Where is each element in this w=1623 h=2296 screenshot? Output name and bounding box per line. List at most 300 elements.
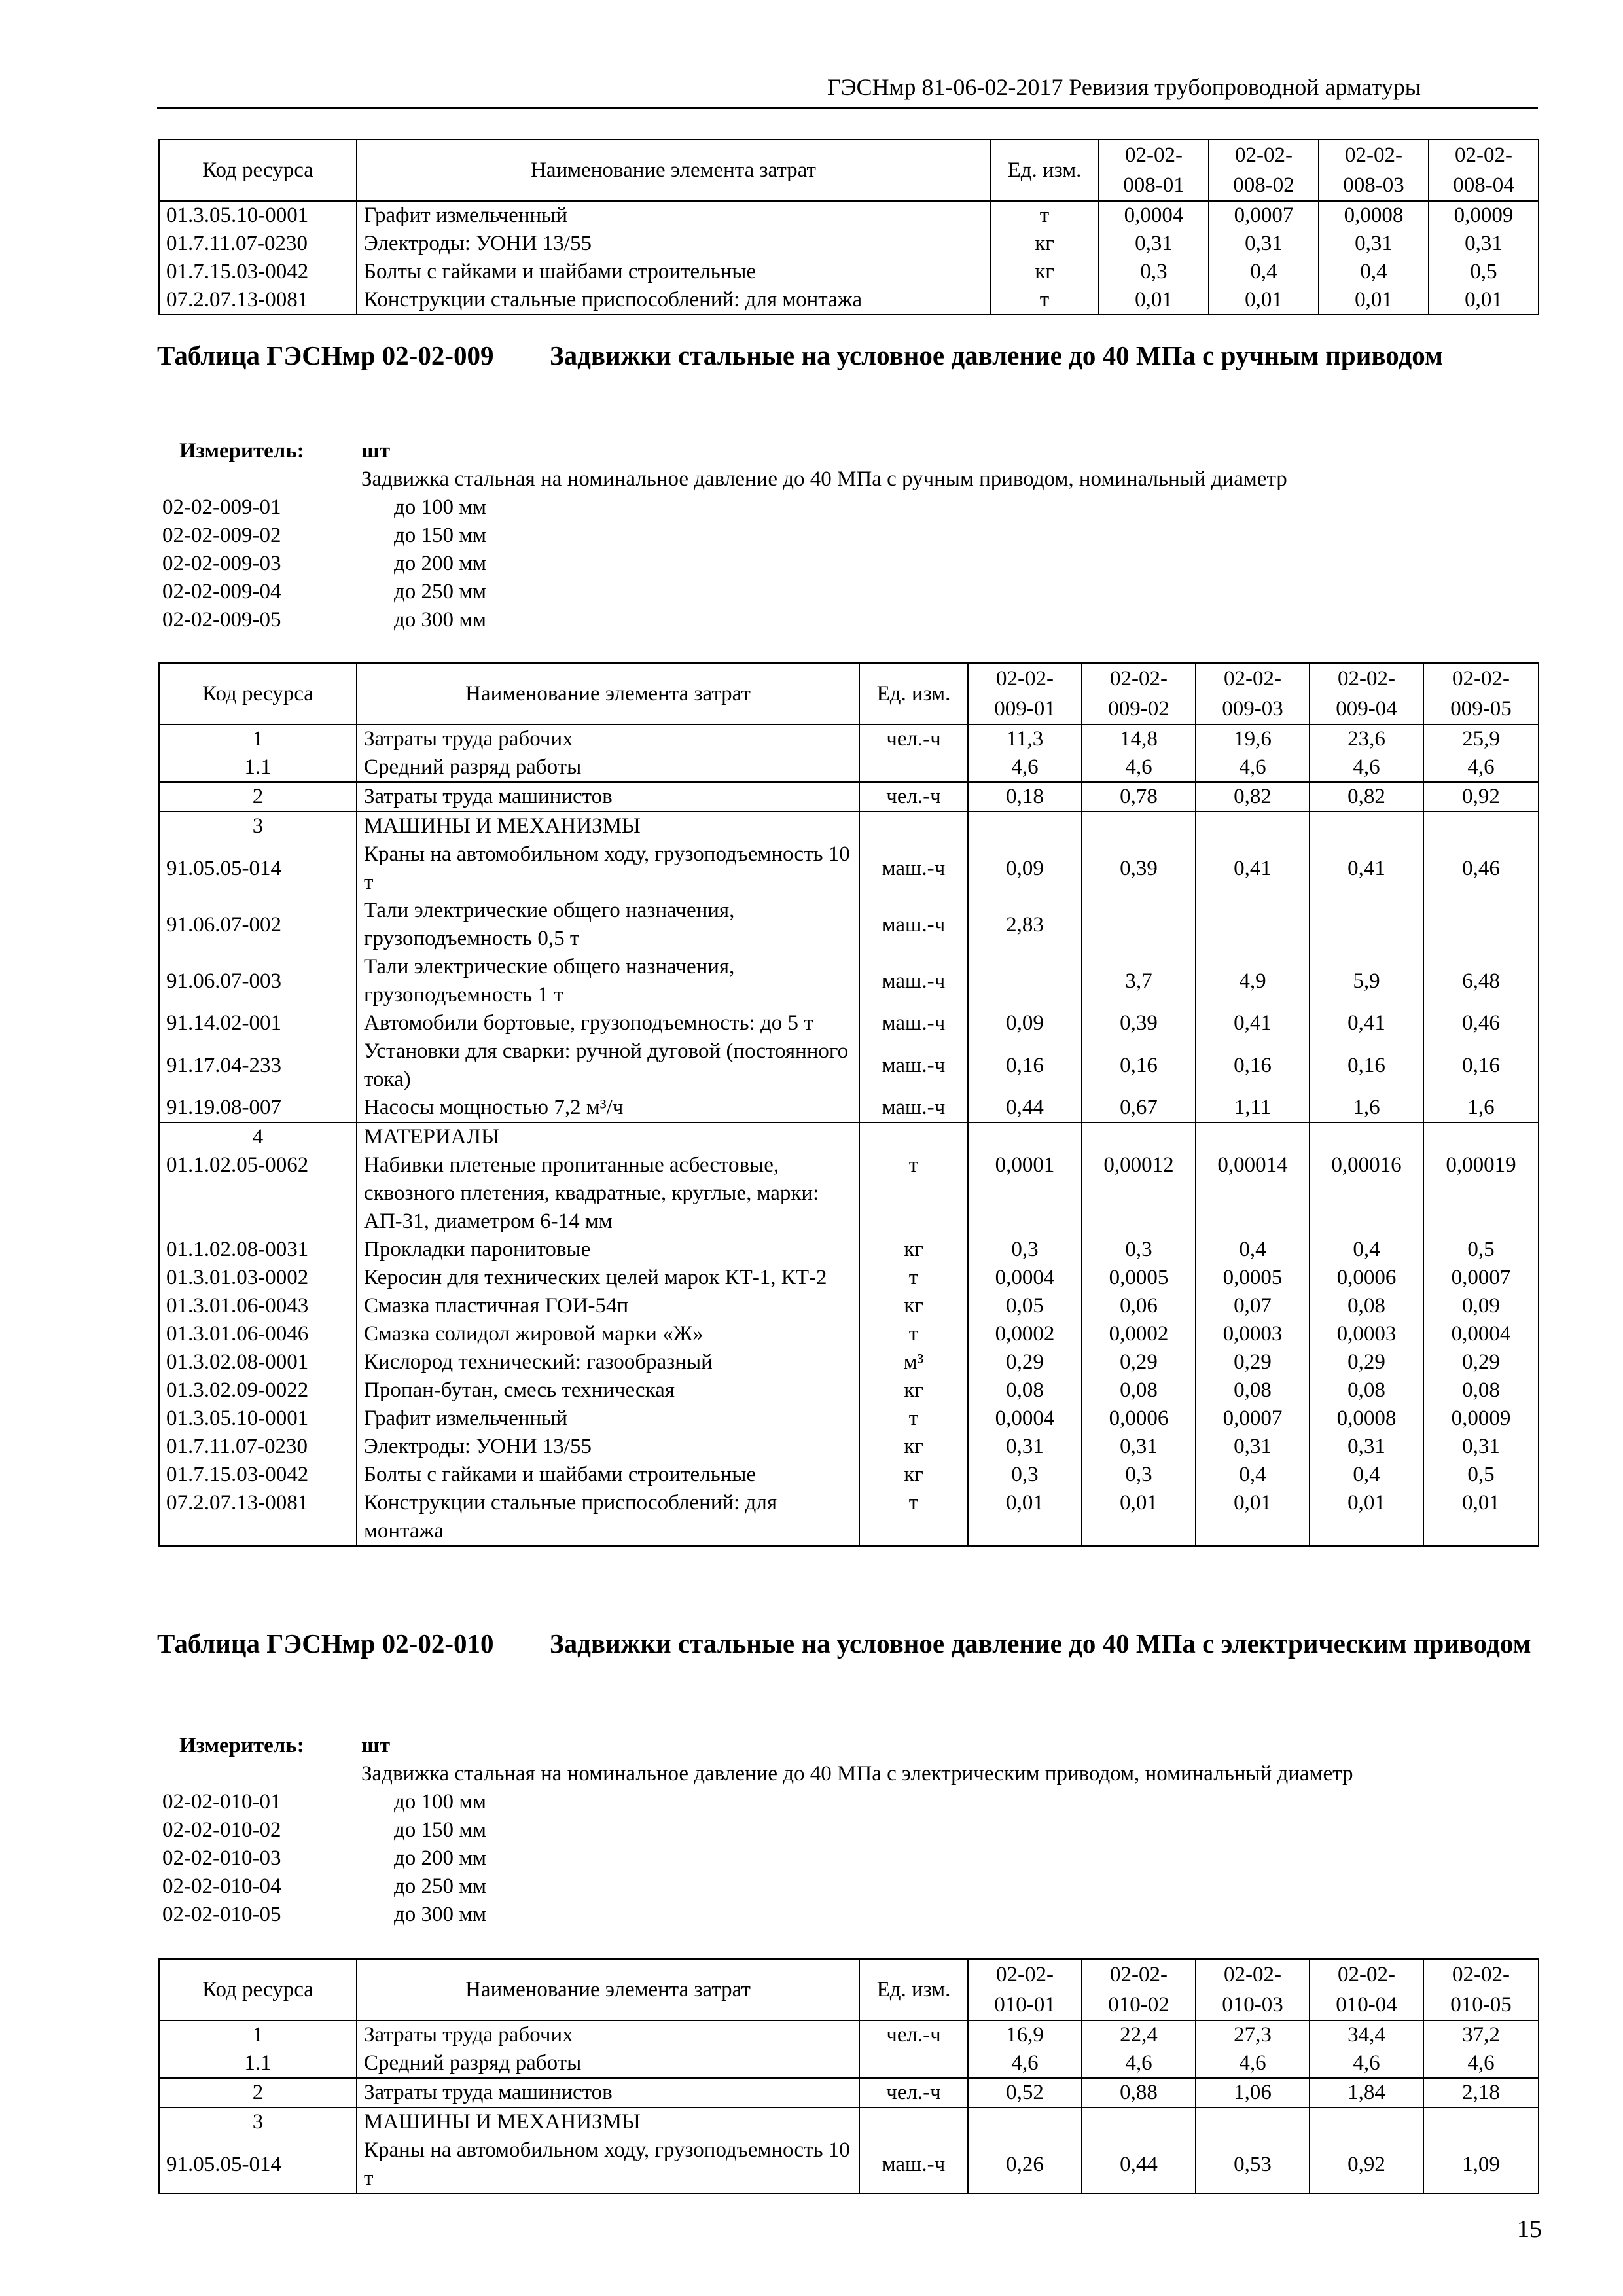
norm-value bbox=[1082, 2108, 1196, 2136]
column-header: 02-02- 008-04 bbox=[1429, 139, 1539, 201]
table-row bbox=[159, 230, 1539, 258]
resource-code: 91.17.04-233 bbox=[159, 1037, 357, 1094]
resource-code: 91.05.05-014 bbox=[159, 840, 357, 897]
cost-element-name: Тали электрические общего назначения, грузоподъемность 1 т bbox=[357, 953, 859, 1009]
norm-value: 0,3 bbox=[968, 1236, 1082, 1264]
resource-code: 1.1 bbox=[159, 2049, 357, 2078]
norm-value bbox=[1310, 2108, 1423, 2136]
norm-value: 0,46 bbox=[1423, 840, 1539, 897]
cost-element-name: МАШИНЫ И МЕХАНИЗМЫ bbox=[357, 2108, 859, 2136]
norm-value: 0,09 bbox=[1423, 1292, 1539, 1320]
table-row bbox=[159, 2136, 1539, 2193]
table-row bbox=[159, 1264, 1539, 1292]
cost-element-name: Насосы мощностью 7,2 м³/ч bbox=[357, 1094, 859, 1122]
nominal-diameter: до 200 мм bbox=[394, 1846, 487, 1870]
norm-value bbox=[968, 1122, 1082, 1151]
norm-value: 1,84 bbox=[1310, 2078, 1423, 2108]
resource-code: 01.3.02.09-0022 bbox=[159, 1376, 357, 1405]
resource-code: 1 bbox=[159, 725, 357, 753]
resource-code: 01.1.02.08-0031 bbox=[159, 1236, 357, 1264]
table-row bbox=[159, 1292, 1539, 1320]
norm-value: 0,0009 bbox=[1423, 1405, 1539, 1433]
column-header: 02-02- 009-05 bbox=[1423, 663, 1539, 725]
unit-of-measure: маш.-ч bbox=[859, 1094, 968, 1122]
table-title-010 bbox=[157, 1627, 1544, 1693]
table-row bbox=[159, 201, 1539, 230]
table-name: Задвижки стальные на условное давление до 40 МПа с электрическим приводом bbox=[550, 1628, 1531, 1659]
unit-of-measure: чел.-ч bbox=[859, 2020, 968, 2049]
resource-code: 4 bbox=[159, 1122, 357, 1151]
norm-value: 0,0009 bbox=[1429, 201, 1539, 230]
norm-value: 4,6 bbox=[1423, 2049, 1539, 2078]
resource-code: 1.1 bbox=[159, 753, 357, 782]
norm-value: 0,16 bbox=[968, 1037, 1082, 1094]
norm-value: 3,7 bbox=[1082, 953, 1196, 1009]
resource-code: 91.19.08-007 bbox=[159, 1094, 357, 1122]
norm-value: 0,41 bbox=[1310, 1009, 1423, 1037]
norm-value: 1,11 bbox=[1196, 1094, 1310, 1122]
resource-code: 01.7.11.07-0230 bbox=[159, 230, 357, 258]
resource-code: 91.06.07-003 bbox=[159, 953, 357, 1009]
norm-value: 0,0002 bbox=[1082, 1320, 1196, 1348]
resource-code: 01.7.15.03-0042 bbox=[159, 258, 357, 286]
norm-value: 0,0003 bbox=[1196, 1320, 1310, 1348]
norm-value: 0,4 bbox=[1310, 1461, 1423, 1489]
norm-value: 0,01 bbox=[968, 1489, 1082, 1546]
cost-element-name: Средний разряд работы bbox=[357, 753, 859, 782]
measure-label: Измеритель: bbox=[179, 439, 304, 463]
column-header: Наименование элемента затрат bbox=[357, 663, 859, 725]
norm-value bbox=[1310, 812, 1423, 840]
table-header-row bbox=[159, 1959, 1539, 2020]
unit-of-measure: кг bbox=[990, 230, 1099, 258]
norm-value: 0,31 bbox=[1209, 230, 1319, 258]
column-header: 02-02- 009-04 bbox=[1310, 663, 1423, 725]
unit-of-measure: маш.-ч bbox=[859, 1009, 968, 1037]
cost-element-name: Автомобили бортовые, грузоподъемность: до 5 т bbox=[357, 1009, 859, 1037]
unit-of-measure bbox=[859, 753, 968, 782]
norm-value bbox=[1082, 1122, 1196, 1151]
norm-value: 4,6 bbox=[1082, 753, 1196, 782]
norm-value: 0,3 bbox=[968, 1461, 1082, 1489]
table-row bbox=[159, 1320, 1539, 1348]
cost-element-name: Затраты труда машинистов bbox=[357, 2078, 859, 2108]
table-header-row bbox=[159, 663, 1539, 725]
resource-code: 2 bbox=[159, 2078, 357, 2108]
norm-value: 0,0004 bbox=[968, 1405, 1082, 1433]
resource-code: 01.3.01.03-0002 bbox=[159, 1264, 357, 1292]
norm-value: 0,0008 bbox=[1319, 201, 1429, 230]
norm-value: 0,44 bbox=[968, 1094, 1082, 1122]
norm-value: 4,6 bbox=[1310, 753, 1423, 782]
norm-value: 0,00016 bbox=[1310, 1151, 1423, 1236]
cost-element-name: Смазка пластичная ГОИ-54п bbox=[357, 1292, 859, 1320]
cost-element-name: Средний разряд работы bbox=[357, 2049, 859, 2078]
column-header: 02-02- 009-02 bbox=[1082, 663, 1196, 725]
norm-value: 0,31 bbox=[1099, 230, 1209, 258]
cost-element-name: Керосин для технических целей марок КТ-1, КТ-2 bbox=[357, 1264, 859, 1292]
norm-value: 0,16 bbox=[1423, 1037, 1539, 1094]
unit-of-measure: маш.-ч bbox=[859, 897, 968, 953]
norm-value: 0,5 bbox=[1423, 1236, 1539, 1264]
norm-value: 0,0006 bbox=[1310, 1264, 1423, 1292]
norm-value: 0,31 bbox=[1196, 1433, 1310, 1461]
norm-value: 0,01 bbox=[1099, 286, 1209, 315]
resource-code: 3 bbox=[159, 2108, 357, 2136]
norm-value: 0,01 bbox=[1429, 286, 1539, 315]
table-row bbox=[159, 1122, 1539, 1151]
norm-value: 0,31 bbox=[1429, 230, 1539, 258]
norm-value: 0,5 bbox=[1423, 1461, 1539, 1489]
norm-value: 0,08 bbox=[1082, 1376, 1196, 1405]
unit-of-measure: т bbox=[859, 1320, 968, 1348]
cost-element-name: Болты с гайками и шайбами строительные bbox=[357, 1461, 859, 1489]
norm-code: 02-02-009-02 bbox=[162, 524, 281, 547]
norm-value: 0,92 bbox=[1310, 2136, 1423, 2193]
nominal-diameter: до 300 мм bbox=[394, 608, 487, 632]
table-row bbox=[159, 258, 1539, 286]
norm-value: 1,6 bbox=[1310, 1094, 1423, 1122]
norm-value: 4,9 bbox=[1196, 953, 1310, 1009]
norm-value: 0,39 bbox=[1082, 840, 1196, 897]
norm-code: 02-02-010-02 bbox=[162, 1818, 281, 1842]
table-row bbox=[159, 1405, 1539, 1433]
unit-of-measure: кг bbox=[859, 1433, 968, 1461]
cost-element-name: Кислород технический: газообразный bbox=[357, 1348, 859, 1376]
column-header: 02-02- 008-03 bbox=[1319, 139, 1429, 201]
norm-value: 0,31 bbox=[1423, 1433, 1539, 1461]
table-row bbox=[159, 1433, 1539, 1461]
norm-value: 0,0001 bbox=[968, 1151, 1082, 1236]
unit-of-measure: кг bbox=[990, 258, 1099, 286]
norm-value: 0,00012 bbox=[1082, 1151, 1196, 1236]
column-header: 02-02- 010-04 bbox=[1310, 1959, 1423, 2020]
cost-element-name: Затраты труда рабочих bbox=[357, 725, 859, 753]
unit-of-measure: чел.-ч bbox=[859, 782, 968, 812]
norm-value: 0,0006 bbox=[1082, 1405, 1196, 1433]
norm-value: 0,05 bbox=[968, 1292, 1082, 1320]
norm-value: 16,9 bbox=[968, 2020, 1082, 2049]
cost-element-name: Графит измельченный bbox=[357, 1405, 859, 1433]
unit-of-measure: маш.-ч bbox=[859, 2136, 968, 2193]
norm-value: 0,78 bbox=[1082, 782, 1196, 812]
table-row bbox=[159, 1461, 1539, 1489]
norm-value bbox=[968, 953, 1082, 1009]
table-row bbox=[159, 812, 1539, 840]
norm-value: 2,83 bbox=[968, 897, 1082, 953]
resource-code: 91.06.07-002 bbox=[159, 897, 357, 953]
unit-of-measure: маш.-ч bbox=[859, 840, 968, 897]
norm-value: 0,29 bbox=[968, 1348, 1082, 1376]
norm-value: 37,2 bbox=[1423, 2020, 1539, 2049]
norm-value: 0,29 bbox=[1082, 1348, 1196, 1376]
norm-value: 0,0004 bbox=[1099, 201, 1209, 230]
table-row bbox=[159, 897, 1539, 953]
norm-value: 0,29 bbox=[1196, 1348, 1310, 1376]
norm-value: 5,9 bbox=[1310, 953, 1423, 1009]
norm-value: 0,08 bbox=[1196, 1376, 1310, 1405]
norm-value: 4,6 bbox=[968, 753, 1082, 782]
norm-value: 0,53 bbox=[1196, 2136, 1310, 2193]
unit-of-measure: маш.-ч bbox=[859, 1037, 968, 1094]
measure-label: Измеритель: bbox=[179, 1734, 304, 1757]
norm-value: 4,6 bbox=[1196, 2049, 1310, 2078]
norm-value: 22,4 bbox=[1082, 2020, 1196, 2049]
cost-element-name: Краны на автомобильном ходу, грузоподъемность 10 т bbox=[357, 2136, 859, 2193]
cost-element-name: Установки для сварки: ручной дуговой (постоянного тока) bbox=[357, 1037, 859, 1094]
cost-element-name: Графит измельченный bbox=[357, 201, 990, 230]
unit-of-measure: т bbox=[859, 1405, 968, 1433]
measure-unit: шт bbox=[361, 1734, 391, 1757]
norm-value bbox=[1082, 897, 1196, 953]
running-header: ГЭСНмр 81-06-02-2017 Ревизия трубопроводной арматуры bbox=[827, 74, 1421, 100]
unit-of-measure: кг bbox=[859, 1376, 968, 1405]
column-header: Код ресурса bbox=[159, 139, 357, 201]
norm-value: 11,3 bbox=[968, 725, 1082, 753]
resource-code: 01.1.02.05-0062 bbox=[159, 1151, 357, 1236]
norm-value: 0,67 bbox=[1082, 1094, 1196, 1122]
norm-value: 0,16 bbox=[1196, 1037, 1310, 1094]
norm-value: 0,01 bbox=[1423, 1489, 1539, 1546]
column-header: 02-02- 010-05 bbox=[1423, 1959, 1539, 2020]
resource-code: 01.3.05.10-0001 bbox=[159, 201, 357, 230]
norm-value: 25,9 bbox=[1423, 725, 1539, 753]
cost-element-name: Смазка солидол жировой марки «Ж» bbox=[357, 1320, 859, 1348]
norm-value: 0,41 bbox=[1196, 1009, 1310, 1037]
norm-value: 0,4 bbox=[1319, 258, 1429, 286]
cost-element-name: Затраты труда машинистов bbox=[357, 782, 859, 812]
norm-code: 02-02-010-05 bbox=[162, 1903, 281, 1926]
table-number: Таблица ГЭСНмр 02-02-009 bbox=[157, 340, 494, 370]
column-header: Ед. изм. bbox=[859, 663, 968, 725]
table-row bbox=[159, 953, 1539, 1009]
norm-value: 0,82 bbox=[1310, 782, 1423, 812]
unit-of-measure: т bbox=[859, 1264, 968, 1292]
norm-value: 23,6 bbox=[1310, 725, 1423, 753]
table-header-row bbox=[159, 139, 1539, 201]
resource-code: 01.3.05.10-0001 bbox=[159, 1405, 357, 1433]
norm-value: 0,4 bbox=[1209, 258, 1319, 286]
norm-value: 0,00014 bbox=[1196, 1151, 1310, 1236]
norm-value: 2,18 bbox=[1423, 2078, 1539, 2108]
norm-value: 0,4 bbox=[1196, 1461, 1310, 1489]
cost-element-name: Болты с гайками и шайбами строительные bbox=[357, 258, 990, 286]
table-row bbox=[159, 2049, 1539, 2078]
cost-element-name: Конструкции стальные приспособлений: для монтажа bbox=[357, 1489, 859, 1546]
norm-value: 0,00019 bbox=[1423, 1151, 1539, 1236]
norm-value: 0,92 bbox=[1423, 782, 1539, 812]
norm-value bbox=[1196, 1122, 1310, 1151]
resource-code: 91.05.05-014 bbox=[159, 2136, 357, 2193]
table-row bbox=[159, 1094, 1539, 1122]
table-row bbox=[159, 840, 1539, 897]
table-row bbox=[159, 725, 1539, 753]
resource-table-008 bbox=[158, 139, 1539, 315]
resource-code: 01.7.15.03-0042 bbox=[159, 1461, 357, 1489]
unit-of-measure: кг bbox=[859, 1461, 968, 1489]
norm-value bbox=[1196, 897, 1310, 953]
unit-of-measure: т bbox=[990, 286, 1099, 315]
norm-value bbox=[1423, 812, 1539, 840]
norm-value: 0,82 bbox=[1196, 782, 1310, 812]
resource-code: 07.2.07.13-0081 bbox=[159, 286, 357, 315]
unit-of-measure: т bbox=[990, 201, 1099, 230]
column-header: Ед. изм. bbox=[990, 139, 1099, 201]
norm-value: 27,3 bbox=[1196, 2020, 1310, 2049]
norm-value: 0,0004 bbox=[968, 1264, 1082, 1292]
table-title-009 bbox=[157, 339, 1544, 404]
norm-value: 1,09 bbox=[1423, 2136, 1539, 2193]
unit-of-measure: кг bbox=[859, 1236, 968, 1264]
unit-of-measure: маш.-ч bbox=[859, 953, 968, 1009]
nominal-diameter: до 100 мм bbox=[394, 495, 487, 519]
measure-block-009 bbox=[157, 437, 1544, 634]
norm-value: 0,31 bbox=[1082, 1433, 1196, 1461]
cost-element-name: Прокладки паронитовые bbox=[357, 1236, 859, 1264]
table-row bbox=[159, 1151, 1539, 1236]
column-header: 02-02- 009-01 bbox=[968, 663, 1082, 725]
norm-value: 0,41 bbox=[1196, 840, 1310, 897]
table-row bbox=[159, 1037, 1539, 1094]
measure-unit: шт bbox=[361, 439, 391, 463]
norm-value: 4,6 bbox=[1423, 753, 1539, 782]
cost-element-name: Пропан-бутан, смесь техническая bbox=[357, 1376, 859, 1405]
table-row bbox=[159, 1236, 1539, 1264]
norm-value bbox=[1423, 2108, 1539, 2136]
unit-of-measure: т bbox=[859, 1489, 968, 1546]
norm-value: 0,0005 bbox=[1082, 1264, 1196, 1292]
norm-value: 0,0002 bbox=[968, 1320, 1082, 1348]
unit-of-measure bbox=[859, 2108, 968, 2136]
column-header: 02-02- 008-02 bbox=[1209, 139, 1319, 201]
table-row bbox=[159, 1376, 1539, 1405]
norm-value: 0,4 bbox=[1196, 1236, 1310, 1264]
norm-value: 0,18 bbox=[968, 782, 1082, 812]
column-header: 02-02- 010-03 bbox=[1196, 1959, 1310, 2020]
norm-value: 0,26 bbox=[968, 2136, 1082, 2193]
unit-of-measure bbox=[859, 1122, 968, 1151]
norm-value bbox=[1196, 2108, 1310, 2136]
norm-value: 0,08 bbox=[1423, 1376, 1539, 1405]
norm-value: 0,3 bbox=[1082, 1461, 1196, 1489]
norm-value: 0,31 bbox=[1310, 1433, 1423, 1461]
norm-value: 0,01 bbox=[1310, 1489, 1423, 1546]
nominal-diameter: до 150 мм bbox=[394, 524, 487, 547]
norm-value: 4,6 bbox=[1310, 2049, 1423, 2078]
norm-value: 0,16 bbox=[1310, 1037, 1423, 1094]
table-row bbox=[159, 1009, 1539, 1037]
table-row bbox=[159, 782, 1539, 812]
norm-value: 0,09 bbox=[968, 840, 1082, 897]
table-row bbox=[159, 1489, 1539, 1546]
unit-of-measure: чел.-ч bbox=[859, 725, 968, 753]
column-header: Наименование элемента затрат bbox=[357, 139, 990, 201]
resource-code: 01.7.11.07-0230 bbox=[159, 1433, 357, 1461]
table-name: Задвижки стальные на условное давление до 40 МПа с ручным приводом bbox=[550, 340, 1443, 370]
unit-of-measure: кг bbox=[859, 1292, 968, 1320]
resource-code: 2 bbox=[159, 782, 357, 812]
column-header: Наименование элемента затрат bbox=[357, 1959, 859, 2020]
norm-value bbox=[968, 812, 1082, 840]
resource-code: 1 bbox=[159, 2020, 357, 2049]
norm-value bbox=[1423, 897, 1539, 953]
resource-table-010 bbox=[158, 1958, 1539, 2194]
norm-value: 0,01 bbox=[1196, 1489, 1310, 1546]
norm-value bbox=[1082, 812, 1196, 840]
norm-value: 0,09 bbox=[968, 1009, 1082, 1037]
column-header: Код ресурса bbox=[159, 1959, 357, 2020]
column-header: Ед. изм. bbox=[859, 1959, 968, 2020]
norm-value: 0,5 bbox=[1429, 258, 1539, 286]
norm-value: 0,4 bbox=[1310, 1236, 1423, 1264]
table-row bbox=[159, 1348, 1539, 1376]
resource-code: 91.14.02-001 bbox=[159, 1009, 357, 1037]
norm-code: 02-02-010-03 bbox=[162, 1846, 281, 1870]
table-number: Таблица ГЭСНмр 02-02-010 bbox=[157, 1628, 494, 1659]
norm-code: 02-02-009-01 bbox=[162, 495, 281, 519]
nominal-diameter: до 200 мм bbox=[394, 552, 487, 575]
norm-value: 0,41 bbox=[1310, 840, 1423, 897]
nominal-diameter: до 250 мм bbox=[394, 1874, 487, 1898]
norm-value: 0,16 bbox=[1082, 1037, 1196, 1094]
unit-of-measure: т bbox=[859, 1151, 968, 1236]
nominal-diameter: до 100 мм bbox=[394, 1790, 487, 1814]
unit-of-measure bbox=[859, 2049, 968, 2078]
cost-element-name: Электроды: УОНИ 13/55 bbox=[357, 230, 990, 258]
nominal-diameter: до 300 мм bbox=[394, 1903, 487, 1926]
cost-element-name: МАШИНЫ И МЕХАНИЗМЫ bbox=[357, 812, 859, 840]
unit-of-measure: чел.-ч bbox=[859, 2078, 968, 2108]
norm-value: 0,01 bbox=[1082, 1489, 1196, 1546]
norm-value: 0,0003 bbox=[1310, 1320, 1423, 1348]
norm-value: 1,06 bbox=[1196, 2078, 1310, 2108]
norm-value: 4,6 bbox=[968, 2049, 1082, 2078]
cost-element-name: Конструкции стальные приспособлений: для монтажа bbox=[357, 286, 990, 315]
cost-element-name: Затраты труда рабочих bbox=[357, 2020, 859, 2049]
nominal-diameter: до 150 мм bbox=[394, 1818, 487, 1842]
header-divider bbox=[157, 107, 1538, 109]
norm-value: 34,4 bbox=[1310, 2020, 1423, 2049]
norm-value bbox=[1196, 812, 1310, 840]
norm-value bbox=[1310, 1122, 1423, 1151]
norm-value: 0,0007 bbox=[1423, 1264, 1539, 1292]
norm-value: 0,08 bbox=[968, 1376, 1082, 1405]
norm-value: 0,0007 bbox=[1209, 201, 1319, 230]
norm-value: 14,8 bbox=[1082, 725, 1196, 753]
norm-code: 02-02-009-04 bbox=[162, 580, 281, 603]
cost-element-name: Тали электрические общего назначения, грузоподъемность 0,5 т bbox=[357, 897, 859, 953]
norm-value: 0,0008 bbox=[1310, 1405, 1423, 1433]
cost-element-name: МАТЕРИАЛЫ bbox=[357, 1122, 859, 1151]
column-header: 02-02- 009-03 bbox=[1196, 663, 1310, 725]
norm-value: 0,08 bbox=[1310, 1376, 1423, 1405]
norm-value: 0,52 bbox=[968, 2078, 1082, 2108]
table-row bbox=[159, 2108, 1539, 2136]
norm-code: 02-02-010-01 bbox=[162, 1790, 281, 1814]
norm-value bbox=[1310, 897, 1423, 953]
norm-value: 0,29 bbox=[1310, 1348, 1423, 1376]
norm-value: 1,6 bbox=[1423, 1094, 1539, 1122]
resource-code: 3 bbox=[159, 812, 357, 840]
norm-value: 0,46 bbox=[1423, 1009, 1539, 1037]
column-header: 02-02- 010-01 bbox=[968, 1959, 1082, 2020]
norm-code: 02-02-010-04 bbox=[162, 1874, 281, 1898]
resource-code: 01.3.01.06-0043 bbox=[159, 1292, 357, 1320]
measure-description: Задвижка стальная на номинальное давление до 40 МПа с ручным приводом, номинальный диаметр bbox=[361, 467, 1287, 491]
unit-of-measure: м³ bbox=[859, 1348, 968, 1376]
column-header: Код ресурса bbox=[159, 663, 357, 725]
measure-block-010 bbox=[157, 1732, 1544, 1928]
